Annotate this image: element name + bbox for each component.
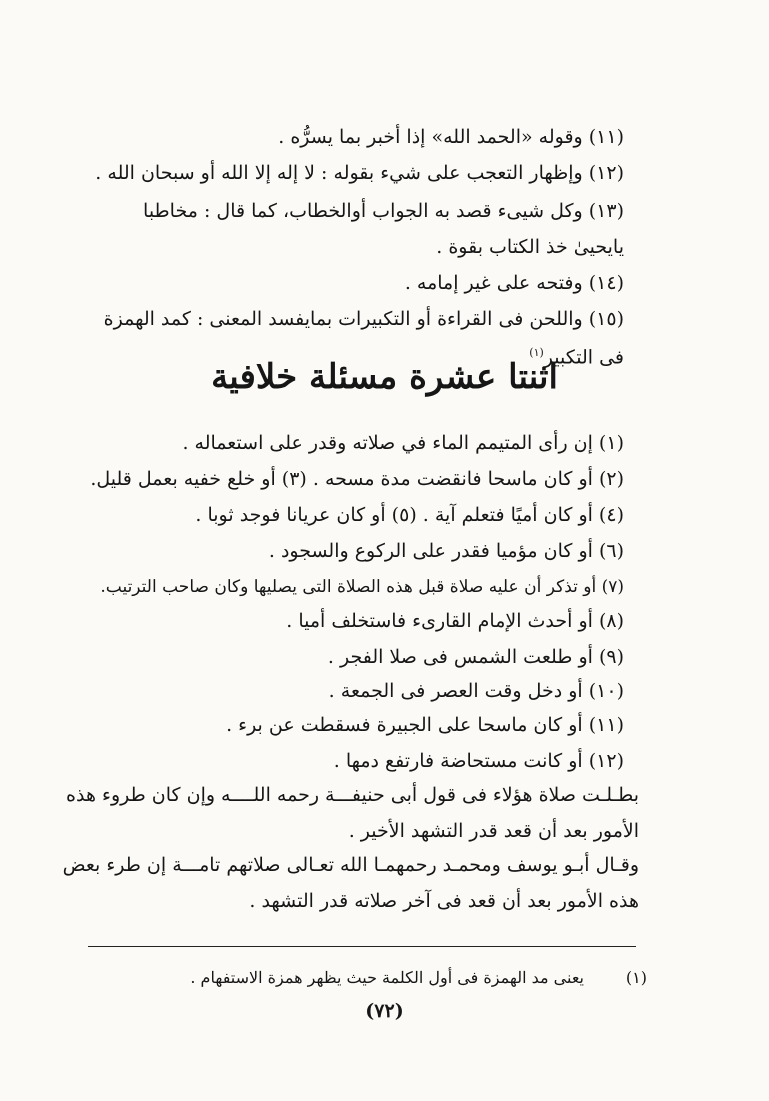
text-line: (١٤) وفتحه على غير إمامه .	[404, 272, 624, 294]
text-span: فى التكبير	[543, 346, 624, 369]
list-item: (١) إن رأى المتيمم الماء في صلاته وقدر على استعماله .	[182, 432, 624, 454]
footnote-divider	[88, 946, 636, 947]
list-item: (٤) أو كان أميًا فتعلم آية . (٥) أو كان عريانا فوجد ثوبا .	[195, 504, 624, 526]
text-line: الأمور بعد أن قعد قدر التشهد الأخير .	[348, 820, 639, 842]
footnote-marker: (١)	[529, 346, 544, 359]
list-item: (١٠) أو دخل وقت العصر فى الجمعة .	[328, 680, 624, 702]
list-item: (٢) أو كان ماسحا فانقضت مدة مسحه . (٣) أو خلع خفيه بعمل قليل.	[90, 468, 624, 490]
list-item: (٦) أو كان مؤميا فقدر على الركوع والسجود .	[268, 540, 624, 562]
text-line: بطـلـت صلاة هؤلاء فى قول أبى حنيفـــة رحمه اللــــه وإن كان طروء هذه	[66, 784, 639, 806]
footnote-number: (١)	[625, 968, 647, 987]
section-heading: اثنتا عشرة مسئلة خلافية	[211, 357, 558, 397]
footnote-text: يعنى مد الهمزة فى أول الكلمة حيث يظهر همزة الاستفهام .	[190, 968, 584, 987]
text-line: (١٣) وكل شيىء قصد به الجواب أوالخطاب، كما قال : مخاطبا	[143, 200, 624, 222]
text-line: (١١) وقوله «الحمد الله» إذا أخبر بما يسرُّه .	[278, 126, 624, 148]
list-item: (٩) أو طلعت الشمس فى صلا الفجر .	[327, 646, 624, 668]
text-line: (١٢) وإظهار التعجب على شيء بقوله : لا إله إلا الله أو سبحان الله .	[95, 162, 624, 184]
text-line: يايحيىٰ خذ الكتاب بقوة .	[436, 236, 624, 258]
page-number: (٧٢)	[365, 1000, 404, 1022]
list-item: (١٢) أو كانت مستحاضة فارتفع دمها .	[333, 750, 624, 772]
list-item: (٧) أو تذكر أن عليه صلاة قبل هذه الصلاة التى يصليها وكان صاحب الترتيب.	[100, 577, 624, 597]
list-item: (٨) أو أحدث الإمام القارىء فاستخلف أميا .	[286, 610, 624, 632]
text-line: هذه الأمور بعد أن قعد فى آخر صلاته قدر التشهد .	[249, 890, 639, 912]
text-line: (١٥) واللحن فى القراءة أو التكبيرات بمايفسد المعنى : كمد الهمزة	[103, 308, 624, 330]
list-item: (١١) أو كان ماسحا على الجبيرة فسقطت عن برء .	[226, 714, 624, 736]
text-line: وقـال أبـو يوسف ومحمـد رحمهمـا الله تعـالى صلاتهم تامـــة إن طرء بعض	[62, 854, 639, 876]
